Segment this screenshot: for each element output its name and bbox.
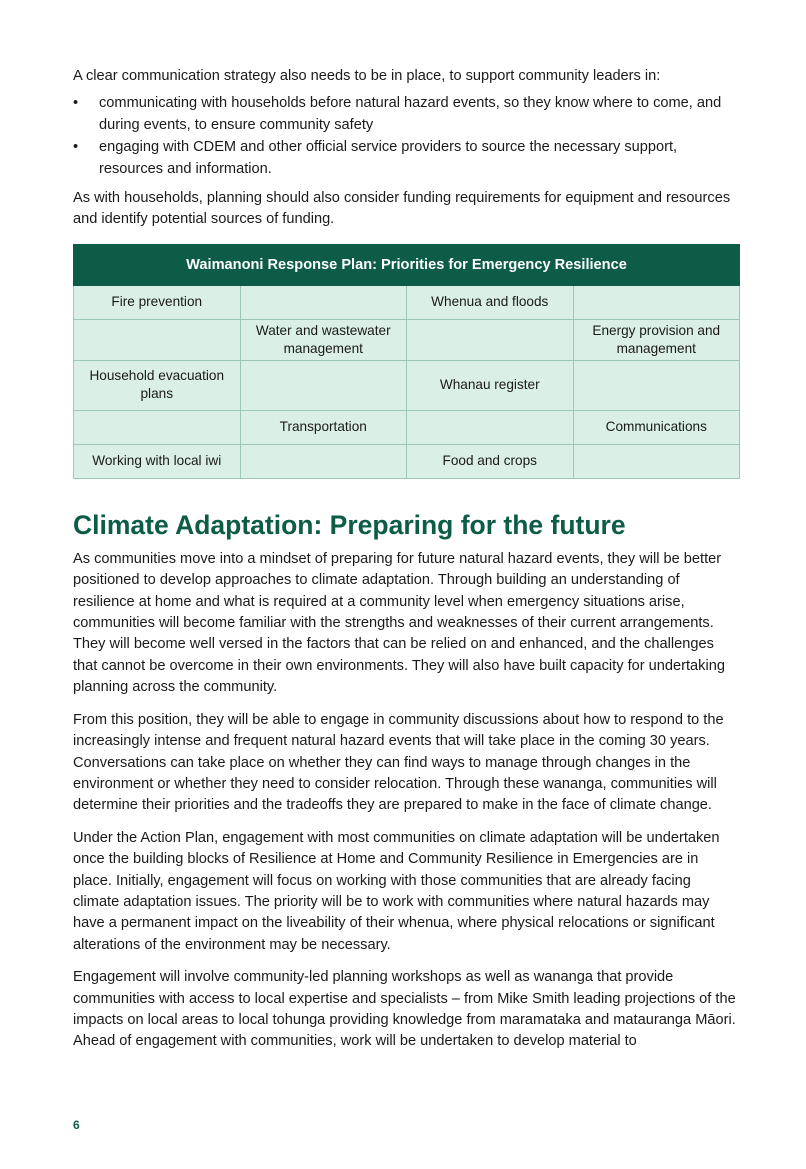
section-heading: Climate Adaptation: Preparing for the future <box>73 509 626 540</box>
funding-paragraph: As with households, planning should also consider funding requirements for equipment and resources and identify potential sources of funding. <box>73 190 731 228</box>
table-cell <box>573 285 740 319</box>
table-row <box>74 319 740 360</box>
table-title: Waimanoni Response Plan: Priorities for Emergency Resilience <box>74 244 740 285</box>
page-number: 6 <box>73 1118 80 1132</box>
table-cell <box>74 410 241 444</box>
table-cell: Household evacuation plans <box>74 360 241 410</box>
table-cell <box>573 444 740 478</box>
table-cell: Whenua and floods <box>407 285 574 319</box>
bullet-icon: • <box>73 139 79 156</box>
body-paragraph: From this position, they will be able to engage in community discussions about how to respond to the increasingly intense and frequent natural hazard events that will take place in the coming 30 years. Conversations can take place on whether they can find ways to manage through changes in the environment or whether they need to consider relocation. Through these wananga, communities will determine their priorities and the tradeoffs they are prepared to make in the face of climate change. <box>73 711 724 814</box>
table-cell: Working with local iwi <box>74 444 241 478</box>
bullet-item <box>73 137 741 180</box>
document-page <box>73 66 741 1064</box>
table-row <box>74 444 740 478</box>
table-cell <box>240 444 407 478</box>
table-cell <box>240 285 407 319</box>
table-cell: Energy provision and management <box>573 319 740 360</box>
table-row <box>74 360 740 410</box>
table-cell: Communications <box>573 410 740 444</box>
table-cell: Whanau register <box>407 360 574 410</box>
table-cell <box>573 360 740 410</box>
table-cell: Food and crops <box>407 444 574 478</box>
table-cell <box>407 319 574 360</box>
table-cell <box>407 410 574 444</box>
table-cell <box>74 319 241 360</box>
bullet-list <box>73 93 741 180</box>
table-row <box>74 410 740 444</box>
table-cell <box>240 360 407 410</box>
bullet-icon: • <box>73 95 79 112</box>
bullet-text: communicating with households before natural hazard events, so they know where to come, and during events, to ensure community safety <box>99 95 722 133</box>
intro-paragraph: A clear communication strategy also needs to be in place, to support community leaders in: <box>73 68 661 84</box>
table-row <box>74 285 740 319</box>
body-paragraph: As communities move into a mindset of preparing for future natural hazard events, they will be better positioned to develop approaches to climate adaptation. Through building an understanding of resilience at home and what is required at a community level when emergency situations arise, communities will become familiar with the strengths and weaknesses of their current arrangements. They will become well versed in the factors that can be relied on and enhanced, and the challenges that cannot be overcome in their own environments. They will also have built capacity for undertaking planning across the community. <box>73 550 725 696</box>
bullet-item <box>73 93 741 136</box>
body-paragraph: Under the Action Plan, engagement with most communities on climate adaptation will be undertaken once the building blocks of Resilience at Home and Community Resilience in Emergencies are in place. Initially, engagement will focus on working with those communities that are already facing climate adaptation issues. The priority will be to work with communities where natural hazards may have a permanent impact on the liveability of their whenua, where physical relocations or significant alterations of the environment may be necessary. <box>73 829 720 953</box>
body-paragraph: Engagement will involve community-led planning workshops as well as wananga that provide communities with access to local expertise and specialists – from Mike Smith leading projections of the impacts on local areas to local tohunga providing knowledge from maramataka and matauranga Māori. Ahead of engagement with communities, work will be undertaken to develop material to <box>73 969 736 1050</box>
response-plan-table <box>73 244 740 479</box>
bullet-text: engaging with CDEM and other official service providers to source the necessary support, resources and information. <box>99 139 678 177</box>
table-cell: Water and wastewater management <box>240 319 407 360</box>
table-cell: Transportation <box>240 410 407 444</box>
table-cell: Fire prevention <box>74 285 241 319</box>
